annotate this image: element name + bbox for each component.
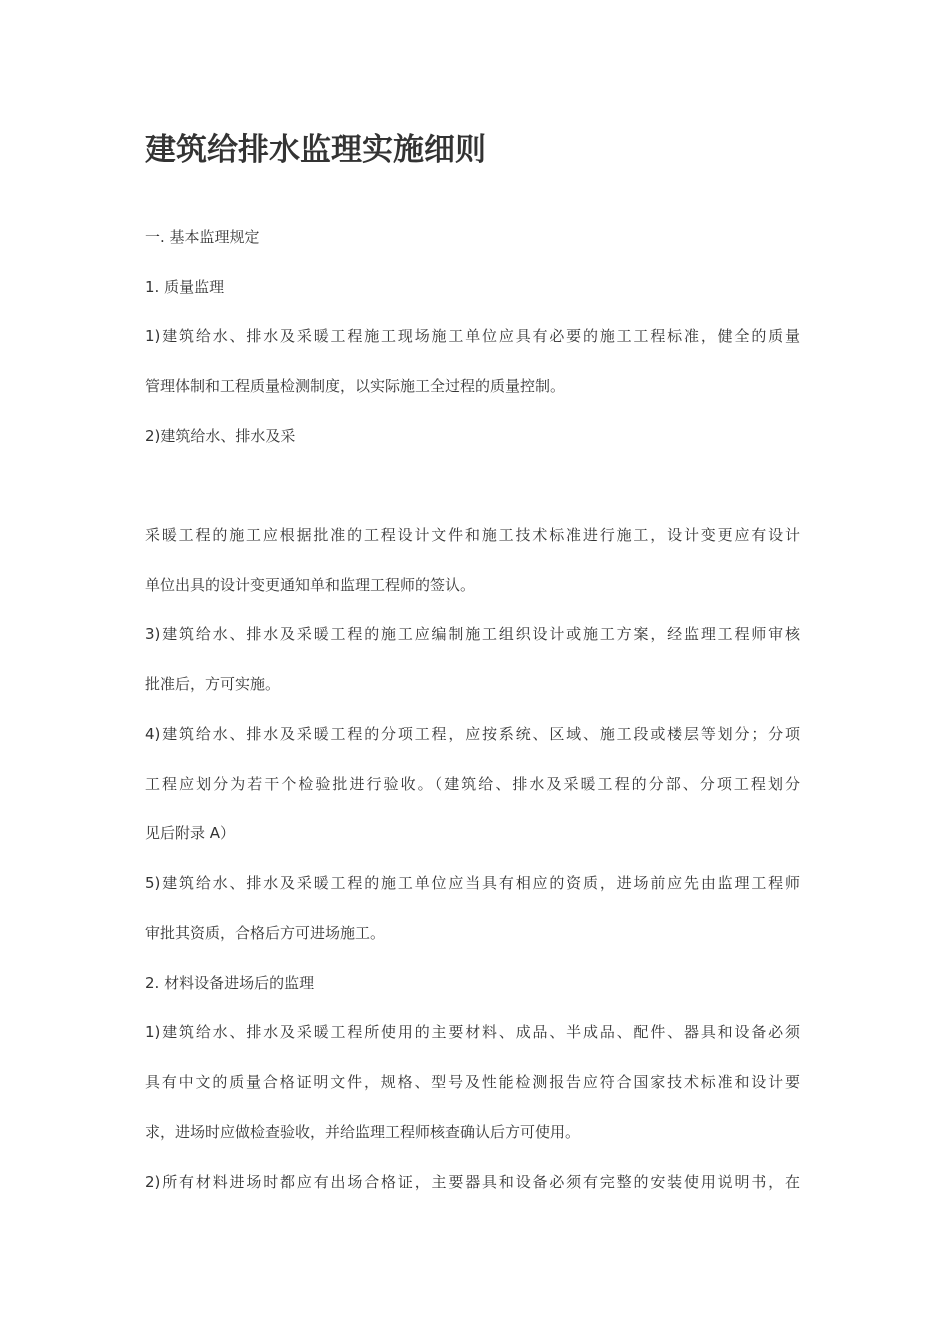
- paragraph-line: 管理体制和工程质量检测制度，以实际施工全过程的质量控制。: [145, 377, 566, 395]
- paragraph-line: 2)建筑给水、排水及采: [145, 427, 296, 445]
- paragraph-line: 单位出具的设计变更通知单和监理工程师的签认。: [145, 576, 476, 594]
- subsection-heading: 1. 质量监理: [145, 278, 225, 296]
- paragraph-line: 批准后，方可实施。: [145, 675, 281, 693]
- paragraph-line: 1)建筑给水、排水及采暖工程施工现场施工单位应具有必要的施工工程标准，健全的质量: [145, 327, 800, 345]
- paragraph-line: 2)所有材料进场时都应有出场合格证，主要器具和设备必须有完整的安装使用说明书，在: [145, 1173, 800, 1191]
- paragraph-line: 求，进场时应做检查验收，并给监理工程师核查确认后方可使用。: [145, 1123, 581, 1141]
- paragraph-line: 4)建筑给水、排水及采暖工程的分项工程，应按系统、区域、施工段或楼层等划分；分项: [145, 725, 800, 743]
- document-title: 建筑给排水监理实施细则: [145, 132, 486, 168]
- paragraph-line: 5)建筑给水、排水及采暖工程的施工单位应当具有相应的资质，进场前应先由监理工程师: [145, 874, 800, 892]
- paragraph-line: 采暖工程的施工应根据批准的工程设计文件和施工技术标准进行施工，设计变更应有设计: [145, 526, 800, 544]
- paragraph-line: 3)建筑给水、排水及采暖工程的施工应编制施工组织设计或施工方案，经监理工程师审核: [145, 625, 800, 643]
- paragraph-line: 审批其资质，合格后方可进场施工。: [145, 924, 386, 942]
- subsection-heading: 2. 材料设备进场后的监理: [145, 974, 315, 992]
- section-heading: 一. 基本监理规定: [145, 228, 260, 246]
- paragraph-line: 工程应划分为若干个检验批进行验收。（建筑给、排水及采暖工程的分部、分项工程划分: [145, 775, 800, 793]
- paragraph-line: 1)建筑给水、排水及采暖工程所使用的主要材料、成品、半成品、配件、器具和设备必须: [145, 1023, 800, 1041]
- paragraph-line: 具有中文的质量合格证明文件，规格、型号及性能检测报告应符合国家技术标准和设计要: [145, 1073, 800, 1091]
- paragraph-line: 见后附录 A）: [145, 824, 236, 842]
